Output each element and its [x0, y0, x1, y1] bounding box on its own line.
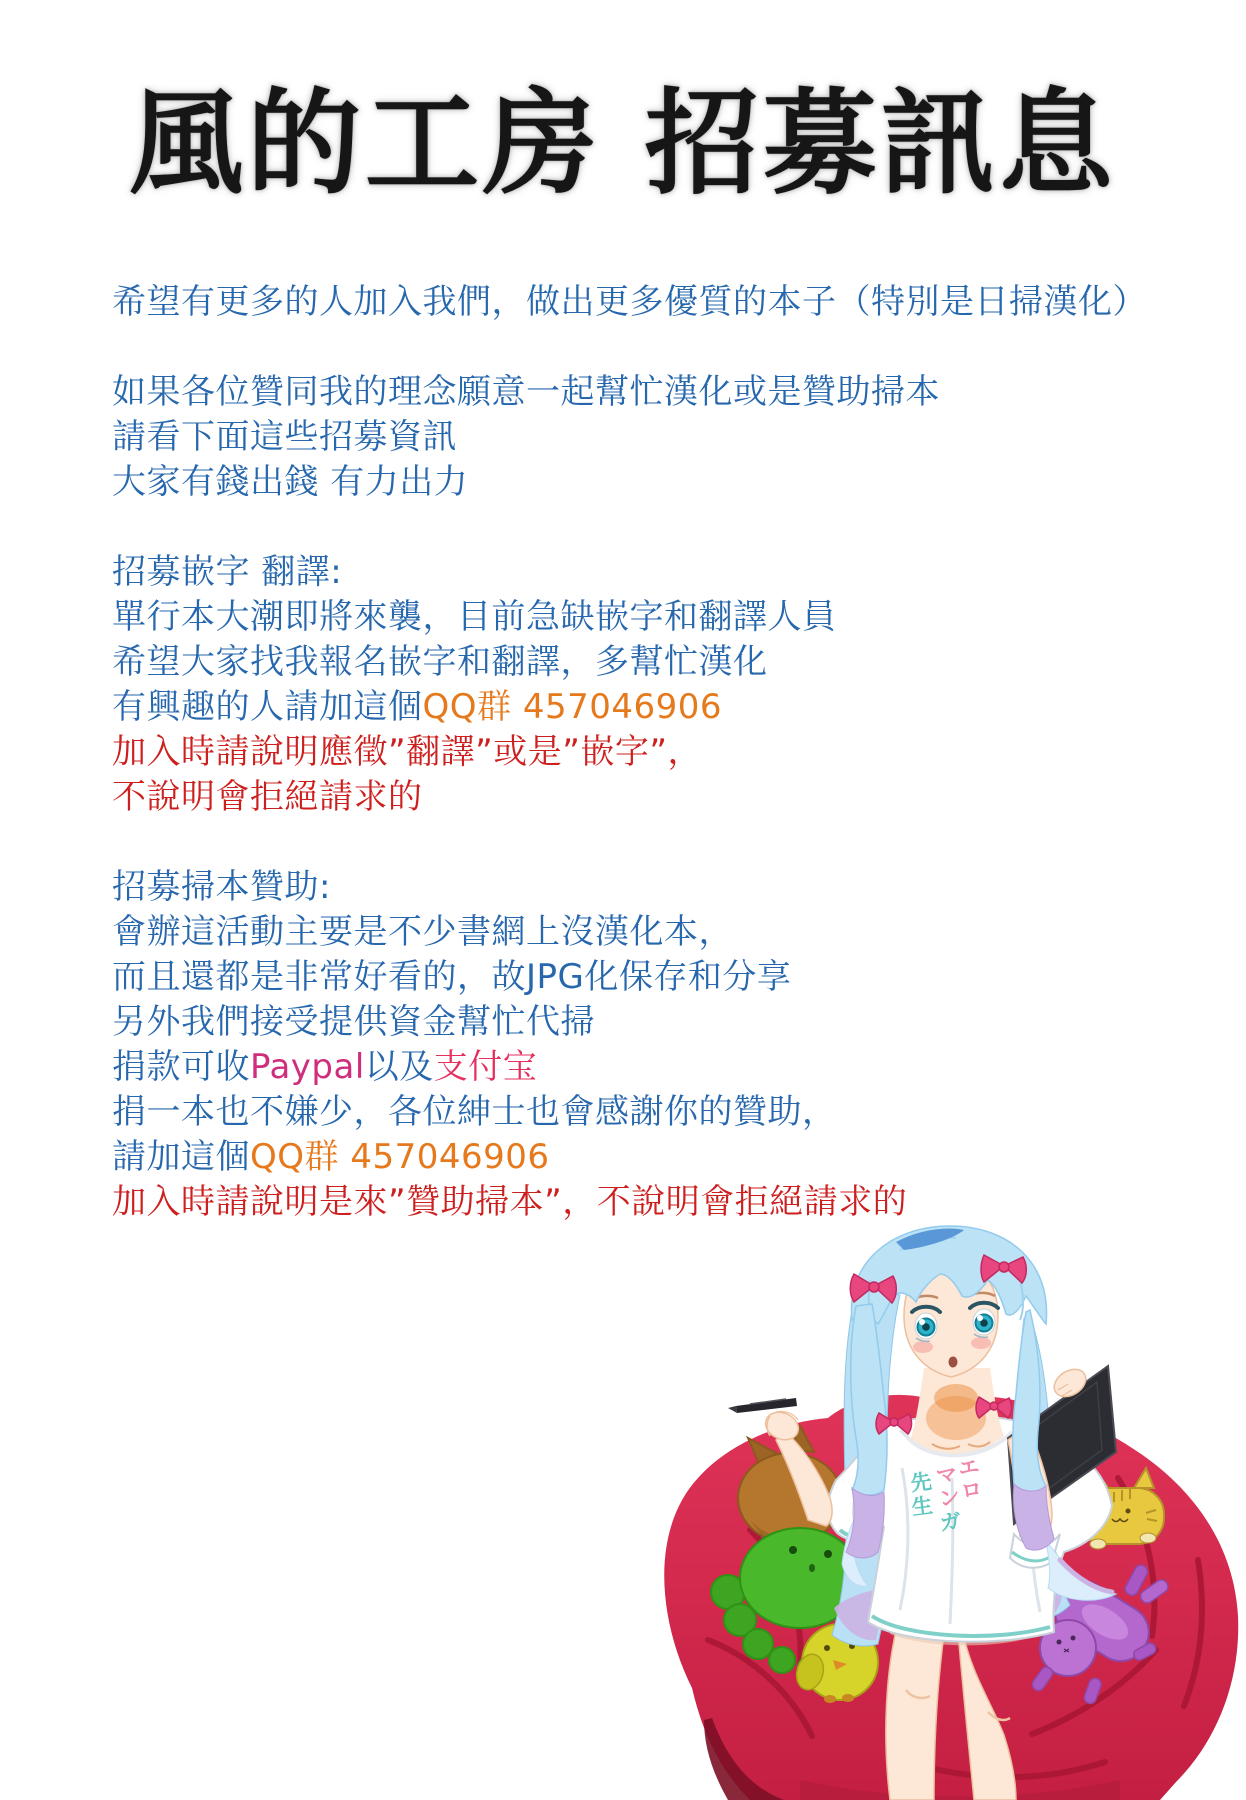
text-line-15 — [112, 1045, 1222, 1090]
shirt-char: エ — [956, 1454, 981, 1481]
text-segment: 大家有錢出錢 有力出力 — [112, 462, 469, 502]
text-line-13 — [112, 955, 1222, 1000]
shirt-char: ン — [937, 1484, 962, 1512]
qq-group-number: QQ群 457046906 — [422, 687, 723, 727]
text-line-11 — [112, 865, 1222, 910]
text-segment: 招募嵌字 翻譯: — [112, 552, 343, 592]
text-segment: 捐一本也不嫌少，各位紳士也會感謝你的贊助， — [112, 1092, 837, 1132]
text-line-5 — [112, 550, 1222, 595]
text-line-18 — [112, 1180, 1222, 1225]
text-segment: 請加這個 — [112, 1137, 250, 1177]
recruitment-text — [112, 280, 1222, 1225]
text-segment: 加入時請說明是來”贊助掃本”，不說明會拒絕請求的 — [112, 1182, 908, 1222]
blush-left — [913, 1341, 933, 1353]
text-line-9 — [112, 730, 1222, 775]
shirt-char: マ — [934, 1462, 959, 1489]
stylus-pen — [728, 1398, 797, 1413]
neck — [908, 1368, 1012, 1455]
text-segment: 單行本大潮即將來襲，目前急缺嵌字和翻譯人員 — [112, 597, 837, 637]
text-line-6 — [112, 595, 1222, 640]
text-segment: 另外我們接受提供資金幫忙代掃 — [112, 1002, 595, 1042]
text-segment: 會辦這活動主要是不少書網上沒漢化本， — [112, 912, 733, 952]
paypal-label: Paypal — [250, 1047, 365, 1087]
text-line-16 — [112, 1090, 1222, 1135]
text-line-10 — [112, 775, 1222, 820]
shirt-char: 生 — [910, 1493, 935, 1520]
shirt-char: ガ — [938, 1508, 963, 1536]
blush-right — [971, 1337, 991, 1349]
mascot-illustration — [600, 1220, 1246, 1800]
text-line-4 — [112, 460, 1222, 505]
alipay-label: 支付宝 — [433, 1047, 538, 1087]
text-line-12 — [112, 910, 1222, 955]
shirt-char: ロ — [959, 1477, 984, 1504]
text-segment: 捐款可收 — [112, 1047, 250, 1087]
text-line-3 — [112, 415, 1222, 460]
mouth — [949, 1357, 958, 1368]
text-line-17 — [112, 1135, 1222, 1180]
text-segment: 希望有更多的人加入我們，做出更多優質的本子（特別是日掃漢化） — [112, 282, 1147, 322]
text-segment: 而且還都是非常好看的，故JPG化保存和分享 — [112, 957, 792, 997]
text-segment: 希望大家找我報名嵌字和翻譯，多幫忙漢化 — [112, 642, 768, 682]
text-segment: 加入時請說明應徵”翻譯”或是”嵌字”， — [112, 732, 702, 772]
text-line-1 — [112, 280, 1222, 325]
qq-group-number: QQ群 457046906 — [250, 1137, 550, 1177]
text-segment: 有興趣的人請加這個 — [112, 687, 423, 727]
shirt-char: 先 — [909, 1469, 934, 1496]
text-line-8 — [112, 685, 1222, 730]
text-line-2 — [112, 370, 1222, 415]
text-line-7 — [112, 640, 1222, 685]
text-segment: 不說明會拒絕請求的 — [112, 777, 423, 817]
text-line-14 — [112, 1000, 1222, 1045]
text-segment: 以及 — [364, 1047, 434, 1087]
page-title: 風的工房 招募訊息 — [129, 76, 1117, 210]
text-segment: 招募掃本贊助: — [112, 867, 331, 907]
text-segment: 如果各位贊同我的理念願意一起幫忙漢化或是贊助掃本 — [112, 372, 940, 412]
text-segment: 請看下面這些招募資訊 — [112, 417, 457, 457]
